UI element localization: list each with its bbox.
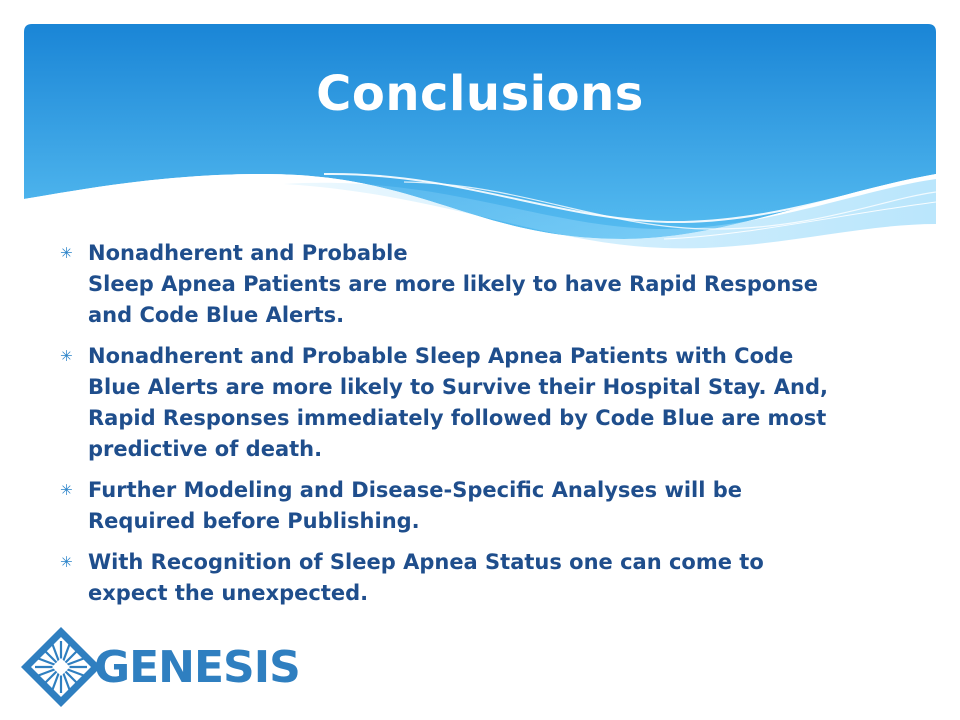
bullet-line: Required before Publishing.: [88, 509, 420, 533]
title-banner: [24, 24, 936, 254]
bullet-line: predictive of death.: [88, 437, 323, 461]
bullet-item: [60, 238, 920, 331]
bullet-item: [60, 547, 920, 609]
slide-title: Conclusions: [316, 66, 644, 122]
asterisk-bullet-icon: ✳: [60, 553, 73, 571]
bullet-line: Blue Alerts are more likely to Survive their Hospital Stay. And,: [88, 375, 828, 399]
bullet-line: Further Modeling and Disease-Specific Analyses will be: [88, 478, 743, 502]
logo-wordmark: GENESIS: [94, 642, 300, 693]
bullet-list: [60, 238, 920, 619]
asterisk-bullet-icon: ✳: [60, 347, 73, 365]
asterisk-bullet-icon: ✳: [60, 481, 73, 499]
genesis-starburst-icon: [16, 622, 106, 712]
bullet-line: and Code Blue Alerts.: [88, 303, 345, 327]
bullet-line: Sleep Apnea Patients are more likely to have Rapid Response: [88, 272, 819, 296]
asterisk-bullet-icon: ✳: [60, 244, 73, 262]
bullet-line: With Recognition of Sleep Apnea Status one can come to: [88, 550, 764, 574]
bullet-item: [60, 475, 920, 537]
bullet-line: Nonadherent and Probable Sleep Apnea Patients with Code: [88, 344, 794, 368]
bullet-item: [60, 341, 920, 465]
bullet-line: Nonadherent and Probable: [88, 241, 408, 265]
bullet-line: expect the unexpected.: [88, 581, 369, 605]
genesis-logo: [16, 622, 300, 712]
banner-wave-graphic: [24, 24, 936, 254]
bullet-line: Rapid Responses immediately followed by Code Blue are most: [88, 406, 827, 430]
